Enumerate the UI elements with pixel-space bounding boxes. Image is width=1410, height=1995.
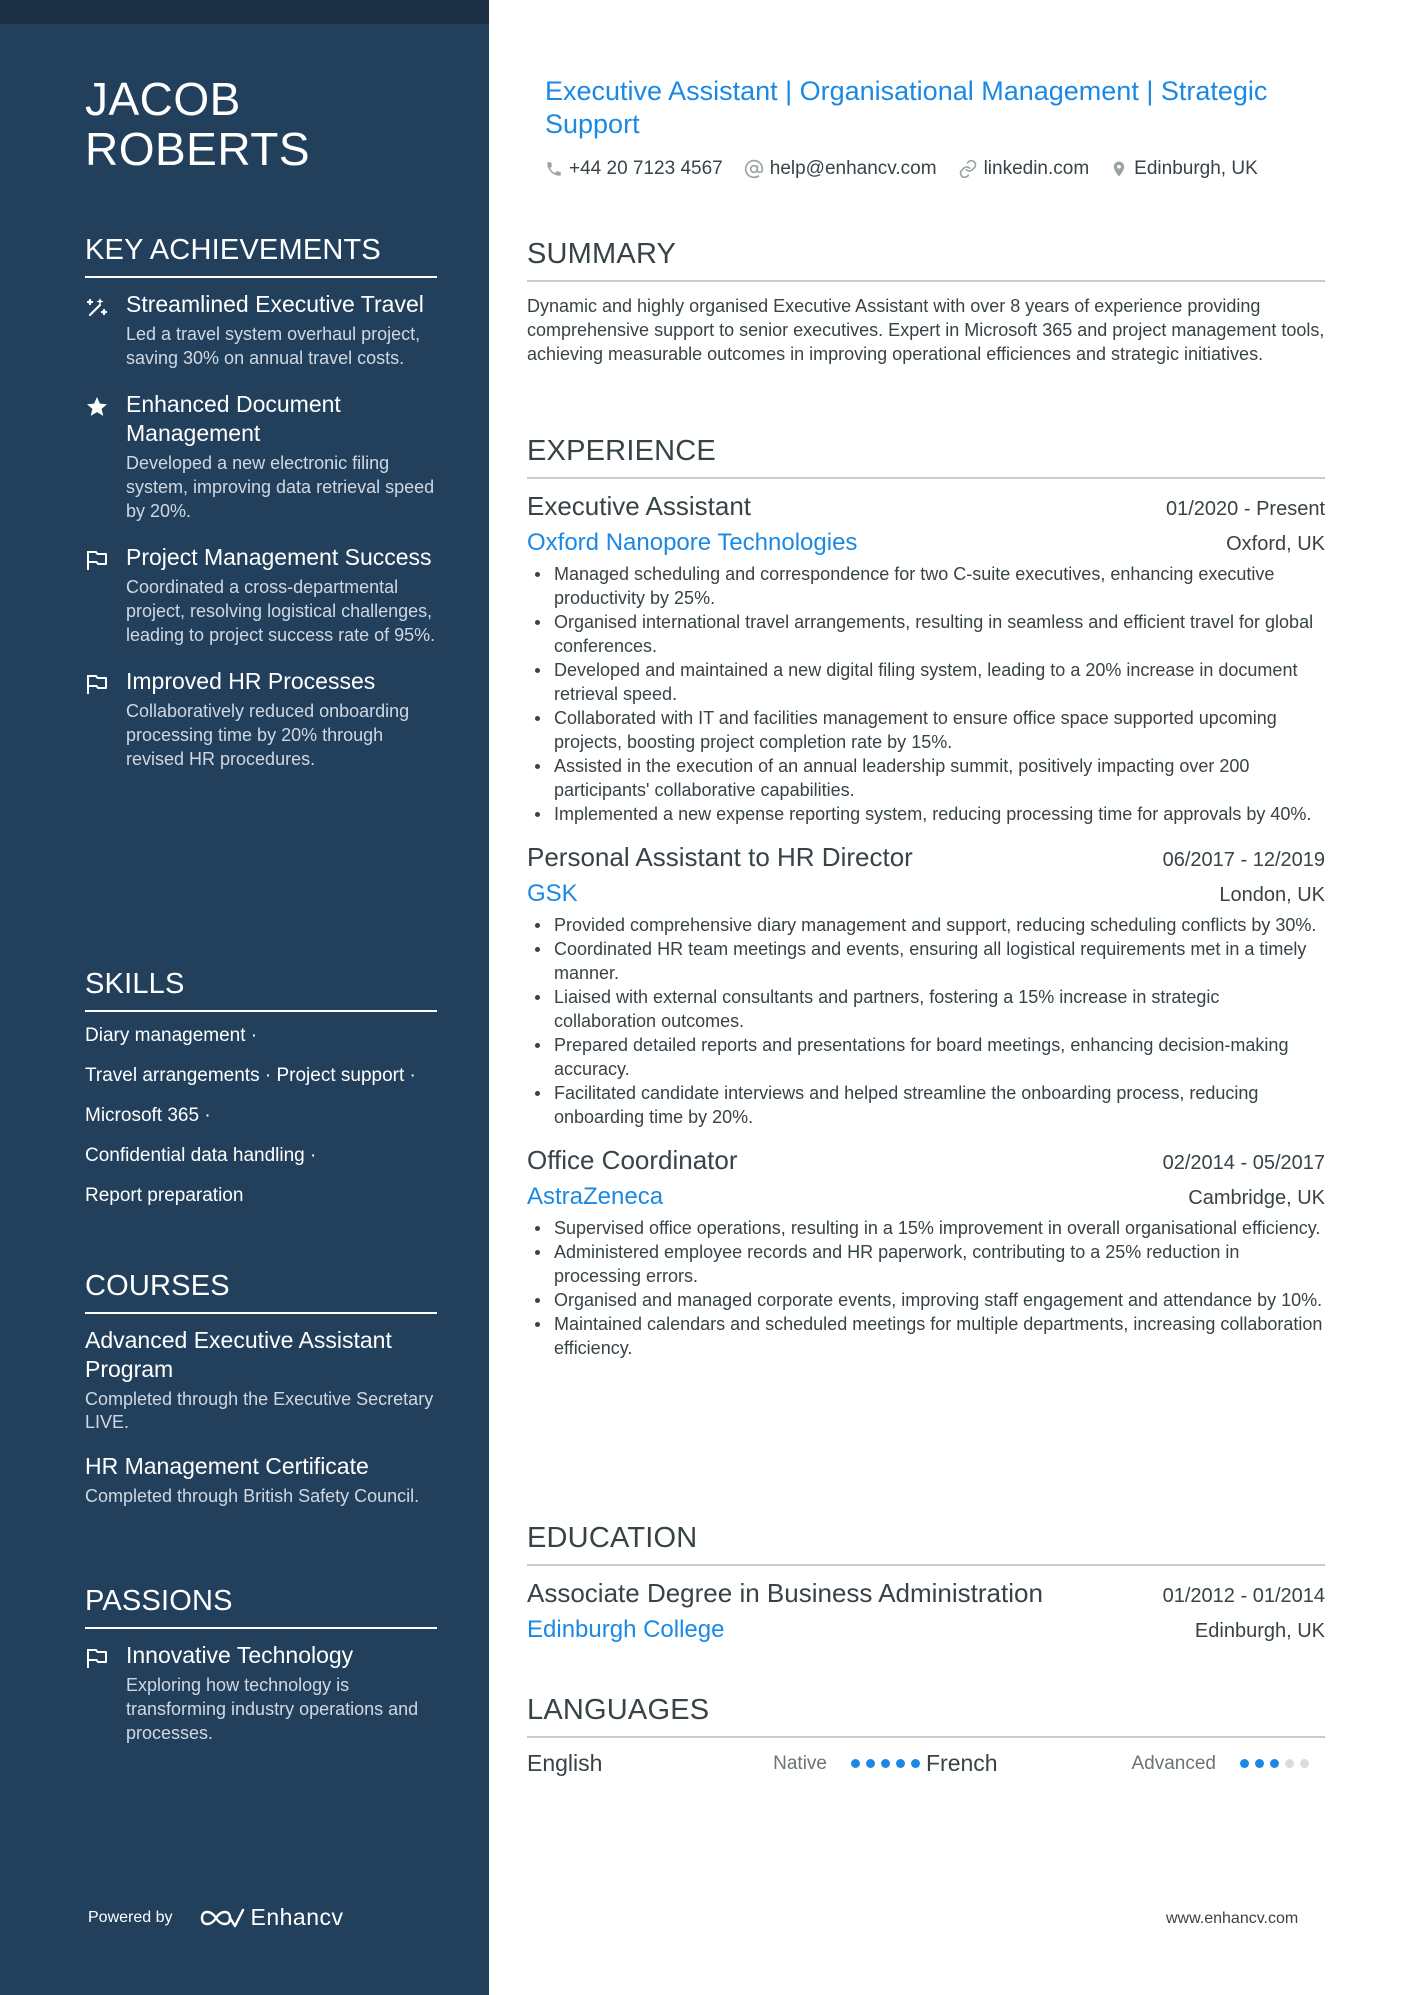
rating-dot-filled [881, 1759, 890, 1768]
job-bullet: Implemented a new expense reporting system, reducing processing time for approvals by 40%. [527, 802, 1325, 826]
job-title: Personal Assistant to HR Director [527, 842, 913, 872]
job-bullet: Organised international travel arrangements, resulting in seamless and efficient travel for global conferences. [527, 610, 1325, 658]
course-title: HR Management Certificate [85, 1453, 369, 1479]
skills-section [85, 966, 437, 1224]
rating-dot-filled [1270, 1759, 1279, 1768]
candidate-name [85, 74, 445, 174]
achievement-item [85, 390, 437, 523]
education-location: Edinburgh, UK [1194, 1620, 1325, 1642]
achievement-desc: Collaboratively reduced onboarding processing time by 20% through revised HR procedures. [126, 701, 410, 769]
linkedin-text: linkedin.com [983, 158, 1090, 179]
summary-title: SUMMARY [527, 236, 1325, 282]
languages-section [527, 1692, 1325, 1777]
achievement-desc: Developed a new electronic filing system, improving data retrieval speed by 20%. [126, 453, 435, 521]
website-url[interactable]: www.enhancv.com [1166, 1910, 1299, 1927]
passions-title: PASSIONS [85, 1583, 437, 1629]
education-school: Edinburgh College [527, 1616, 725, 1643]
language-rating [1240, 1759, 1315, 1768]
language-item [527, 1750, 926, 1777]
achievement-item [85, 543, 437, 647]
sidebar [0, 0, 489, 1995]
contact-linkedin[interactable] [958, 158, 1090, 180]
rating-dot-empty [1285, 1759, 1294, 1768]
job-entry [527, 489, 1325, 826]
experience-section [527, 433, 1325, 1360]
rating-dot-filled [1255, 1759, 1264, 1768]
rating-dot-filled [1240, 1759, 1249, 1768]
job-company: AstraZeneca [527, 1183, 664, 1210]
flag-icon [85, 548, 109, 572]
education-date: 01/2012 - 01/2014 [1162, 1585, 1325, 1607]
job-bullet: Organised and managed corporate events, improving staff engagement and attendance by 10%. [527, 1288, 1325, 1312]
job-bullet: Collaborated with IT and facilities management to ensure office space supported upcoming projects, boosting project completion rate by 15%. [527, 706, 1325, 754]
job-bullets [527, 1216, 1325, 1360]
job-bullet: Prepared detailed reports and presentations for board meetings, enhancing decision-making accuracy. [527, 1033, 1325, 1081]
language-item [926, 1750, 1325, 1777]
courses-section [85, 1268, 437, 1526]
job-location: London, UK [1219, 884, 1325, 906]
job-location: Oxford, UK [1226, 533, 1325, 555]
course-title: Advanced Executive Assistant Program [85, 1327, 392, 1382]
job-title: Executive Assistant [527, 491, 751, 521]
location-text: Edinburgh, UK [1134, 158, 1258, 179]
job-company: GSK [527, 880, 578, 907]
headline: Executive Assistant | Organisational Management | Strategic Support [545, 76, 1268, 139]
job-bullet: Maintained calendars and scheduled meetings for multiple departments, increasing collaboration efficiency. [527, 1312, 1325, 1360]
language-level: Advanced [1131, 1752, 1216, 1774]
job-bullets [527, 913, 1325, 1129]
email-text: help@enhancv.com [769, 158, 937, 179]
languages-title: LANGUAGES [527, 1692, 1325, 1738]
rating-dot-filled [911, 1759, 920, 1768]
job-date: 02/2014 - 05/2017 [1162, 1152, 1325, 1174]
contact-bar [545, 158, 1279, 180]
skills-title: SKILLS [85, 966, 437, 1012]
location-pin-icon [1110, 159, 1128, 179]
language-name: French [926, 1750, 998, 1776]
job-entry [527, 840, 1325, 1129]
job-location: Cambridge, UK [1188, 1187, 1325, 1209]
achievements-title: KEY ACHIEVEMENTS [85, 232, 437, 278]
achievement-title: Enhanced Document Management [126, 391, 341, 446]
contact-phone[interactable] [545, 158, 723, 180]
passions-section [85, 1583, 437, 1765]
achievement-desc: Coordinated a cross-departmental project, resolving logistical challenges, leading to project success rate of 95%. [126, 577, 436, 645]
flag-icon [85, 1646, 109, 1670]
experience-title: EXPERIENCE [527, 433, 1325, 479]
enhancv-logo-icon [199, 1905, 245, 1931]
summary-section [527, 236, 1325, 366]
rating-dot-filled [851, 1759, 860, 1768]
powered-by [88, 1904, 344, 1931]
course-item [85, 1452, 437, 1508]
education-title: EDUCATION [527, 1520, 1325, 1566]
summary-text: Dynamic and highly organised Executive Assistant with over 8 years of experience providing comprehensive support to senior executives. Expert in Microsoft 365 and project management tools, achieving measurable outcomes in improving operational efficiences and strategic initiatives. [527, 296, 1325, 364]
job-bullet: Administered employee records and HR paperwork, contributing to a 25% reduction in processing errors. [527, 1240, 1325, 1288]
achievements-section [85, 232, 437, 791]
last-name: ROBERTS [85, 123, 311, 175]
course-item [85, 1326, 437, 1434]
phone-icon [545, 160, 563, 178]
language-rating [851, 1759, 926, 1768]
passion-desc: Exploring how technology is transforming industry operations and processes. [126, 1675, 419, 1743]
course-desc: Completed through the Executive Secretary LIVE. [85, 1389, 434, 1432]
skill-line: Report preparation [85, 1185, 244, 1206]
phone-text: +44 20 7123 4567 [569, 158, 723, 179]
achievement-item [85, 290, 437, 370]
job-bullet: Coordinated HR team meetings and events, ensuring all logistical requirements met in a timely manner. [527, 937, 1325, 985]
link-icon [958, 159, 978, 179]
job-bullet: Managed scheduling and correspondence for two C-suite executives, enhancing executive productivity by 25%. [527, 562, 1325, 610]
job-bullet: Assisted in the execution of an annual leadership summit, positively impacting over 200 participants' collaborative capabilities. [527, 754, 1325, 802]
job-bullet: Developed and maintained a new digital filing system, leading to a 20% increase in document retrieval speed. [527, 658, 1325, 706]
job-bullets [527, 562, 1325, 826]
first-name: JACOB [85, 73, 241, 125]
achievement-desc: Led a travel system overhaul project, saving 30% on annual travel costs. [126, 324, 421, 368]
rating-dot-empty [1300, 1759, 1309, 1768]
job-bullet: Liaised with external consultants and partners, fostering a 15% increase in strategic collaboration outcomes. [527, 985, 1325, 1033]
magic-wand-icon [85, 295, 109, 319]
courses-title: COURSES [85, 1268, 437, 1314]
contact-location [1110, 158, 1258, 180]
job-bullet: Provided comprehensive diary management and support, reducing scheduling conflicts by 30%. [527, 913, 1325, 937]
sidebar-top-bar [0, 0, 489, 24]
languages-row [527, 1750, 1325, 1777]
job-company: Oxford Nanopore Technologies [527, 529, 858, 556]
contact-email[interactable] [744, 158, 937, 180]
rating-dot-filled [866, 1759, 875, 1768]
flag-icon [85, 672, 109, 696]
rating-dot-filled [896, 1759, 905, 1768]
powered-by-label: Powered by [88, 1908, 173, 1926]
language-level: Native [773, 1752, 827, 1774]
job-title: Office Coordinator [527, 1145, 738, 1175]
job-bullet: Facilitated candidate interviews and helped streamline the onboarding process, reducing onboarding time by 20%. [527, 1081, 1325, 1129]
achievement-title: Improved HR Processes [126, 668, 376, 694]
skill-line: Microsoft 365 · [85, 1105, 211, 1126]
job-bullet: Supervised office operations, resulting in a 15% improvement in overall organisational efficiency. [527, 1216, 1325, 1240]
achievement-title: Project Management Success [126, 544, 432, 570]
star-icon [85, 395, 109, 419]
education-degree: Associate Degree in Business Administration [527, 1578, 1043, 1608]
at-icon [744, 159, 764, 179]
course-desc: Completed through British Safety Council. [85, 1486, 420, 1506]
education-entry [527, 1576, 1325, 1646]
skill-line: Confidential data handling · [85, 1145, 317, 1166]
enhancv-logo[interactable] [199, 1904, 344, 1931]
enhancv-brand: Enhancv [250, 1904, 344, 1930]
job-date: 01/2020 - Present [1166, 498, 1325, 520]
achievement-item [85, 667, 437, 771]
skill-line: Diary management · [85, 1025, 258, 1046]
passion-item [85, 1641, 437, 1745]
skill-line: Travel arrangements · Project support · [85, 1065, 416, 1086]
achievement-title: Streamlined Executive Travel [126, 291, 424, 317]
passion-title: Innovative Technology [126, 1642, 354, 1668]
job-entry [527, 1143, 1325, 1360]
job-date: 06/2017 - 12/2019 [1162, 849, 1325, 871]
language-name: English [527, 1750, 603, 1776]
education-section [527, 1520, 1325, 1646]
